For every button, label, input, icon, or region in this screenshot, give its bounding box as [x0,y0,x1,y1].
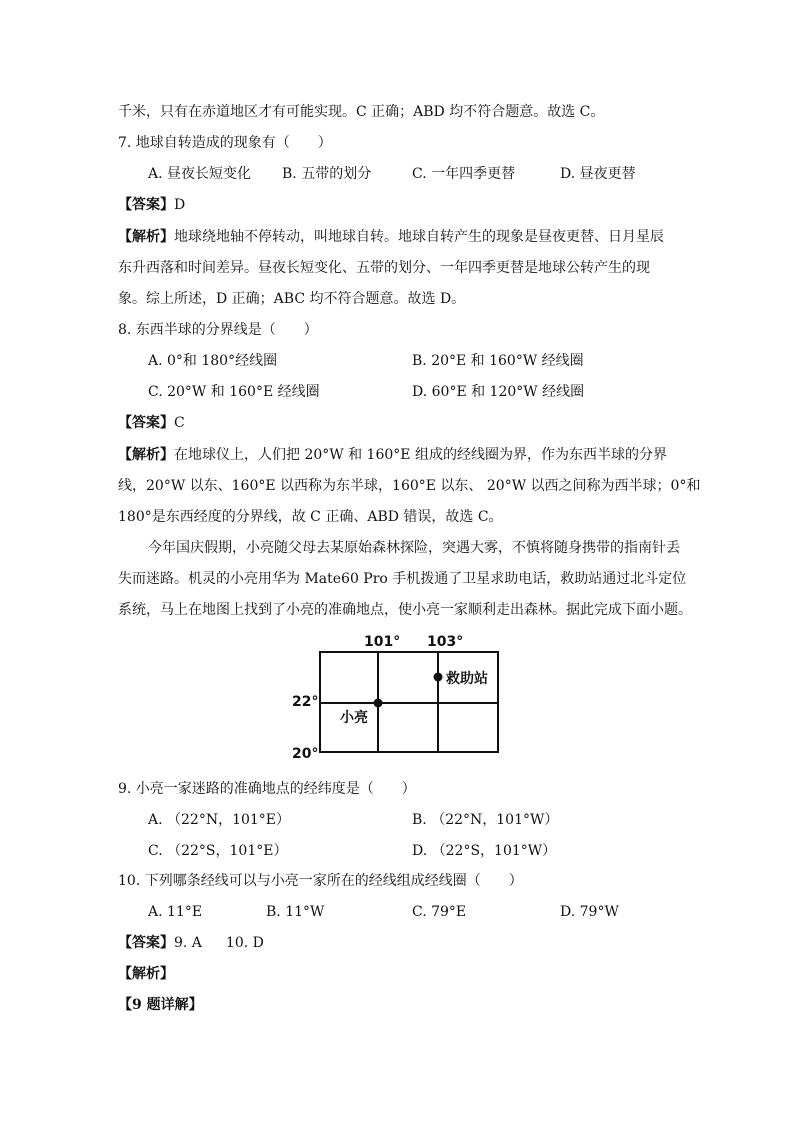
q7-analysis-line-1 [118,227,664,247]
q9-detail-heading: 【9 题详解】 [118,997,203,1013]
answer-9: 9. A [174,935,202,951]
lon-label-101: 101° [364,634,401,650]
q10-option-a: A. 11°E [148,904,203,920]
answer-label: 【答案】 [118,415,174,431]
lat-label-22: 22° [292,694,319,710]
lat-label-20: 20° [292,746,319,758]
q8-answer [118,413,185,433]
q7-analysis-line-2: 东升西落和时间差异。昼夜长短变化、五带的划分、一年四季更替是地球公转产生的现 [118,260,650,276]
q7-stem: 7. 地球自转造成的现象有（ ） [118,135,332,151]
q8-option-c: C. 20°W 和 160°E 经线圈 [148,384,320,400]
answer-10: 10. D [225,935,264,951]
q8-option-b: B. 20°E 和 160°W 经线圈 [412,353,584,369]
q7-answer-value: D [174,197,186,213]
q7-analysis-text-1: 地球绕地轴不停转动，叫地球自转。地球自转产生的现象是昼夜更替、日月星辰 [174,229,664,245]
answers-9-10 [118,933,264,953]
passage-line-3: 系统，马上在地图上找到了小亮的准确地点，使小亮一家顺利走出森林。据此完成下面小题。 [118,602,692,618]
q9-stem: 9. 小亮一家迷路的准确地点的经纬度是（ ） [118,781,416,797]
q8-option-d: D. 60°E 和 120°W 经线圈 [412,384,585,400]
q8-analysis-text-1: 在地球仪上，人们把 20°W 和 160°E 组成的经线圈为界，作为东西半球的分界 [174,447,667,463]
answer-label: 【答案】 [118,197,174,213]
q7-option-b: B. 五带的划分 [282,166,372,182]
q8-analysis-line-2: 线，20°W 以东、160°E 以西称为东半球，160°E 以东、 20°W 以西之间称为西半球；0°和 [118,478,701,494]
q7-option-a: A. 昼夜长短变化 [148,166,252,182]
passage-line-2: 失而迷路。机灵的小亮用华为 Mate60 Pro 手机拨通了卫星求助电话，救助站通过北斗定位 [118,571,687,587]
xiaoliang-marker [374,699,383,708]
q9-option-c: C. （22°S，101°E） [148,843,288,859]
rescue-station-label: 救助站 [446,671,488,687]
q9-option-d: D. （22°S，101°W） [412,843,557,859]
q10-option-b: B. 11°W [266,904,325,920]
q9-option-b: B. （22°N，101°W） [412,812,559,828]
rescue-station-marker [434,673,443,682]
q8-answer-value: C [174,415,185,431]
q9-option-a: A. （22°N，101°E） [148,812,291,828]
q8-option-a: A. 0°和 180°经线圈 [148,353,278,369]
answer-label: 【答案】 [118,935,174,951]
q7-option-c: C. 一年四季更替 [412,166,516,182]
passage-line-1: 今年国庆假期，小亮随父母去某原始森林探险，突遇大雾，不慎将随身携带的指南针丢 [148,540,680,556]
analysis-label: 【解析】 [118,229,174,245]
q10-stem: 10. 下列哪条经线可以与小亮一家所在的经线组成经线圈（ ） [118,873,523,889]
q8-analysis-line-3: 180°是东西经度的分界线，故 C 正确、ABD 错误，故选 C。 [118,509,503,525]
q7-option-d: D. 昼夜更替 [560,166,636,182]
q7-analysis-line-3: 象。综上所述，D 正确；ABC 均不符合题意。故选 D。 [118,291,466,307]
analysis-label: 【解析】 [118,447,174,463]
lon-label-103: 103° [427,634,464,650]
xiaoliang-label: 小亮 [340,710,368,726]
q7-answer [118,195,185,215]
q10-option-c: C. 79°E [412,904,467,920]
q8-analysis-line-1 [118,445,667,465]
lat-lon-grid-figure [290,628,500,758]
q10-option-d: D. 79°W [560,904,619,920]
intro-tail-line: 千米，只有在赤道地区才有可能实现。C 正确；ABD 均不符合题意。故选 C。 [118,104,605,120]
analysis-heading: 【解析】 [118,966,174,982]
q8-stem: 8. 东西半球的分界线是（ ） [118,322,318,338]
